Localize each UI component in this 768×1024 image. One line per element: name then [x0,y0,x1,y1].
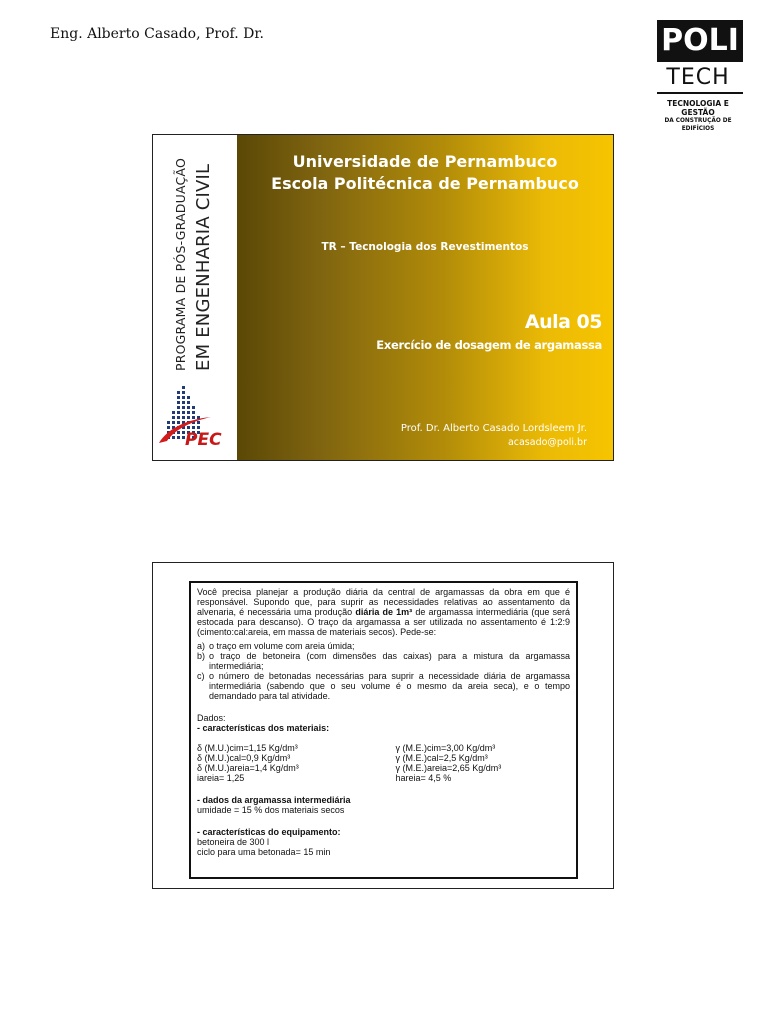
exercise-questions [197,641,570,701]
title-slide-main [237,135,613,460]
mortar-heading: - dados da argamassa intermediária [197,795,351,805]
material-properties [197,743,570,783]
sidebar-engineering-label: EM ENGENHARIA CIVIL [193,163,214,371]
property-line: γ (M.E.)cal=2,5 Kg/dm³ [395,753,488,763]
pec-logo-text: PEC [185,430,222,450]
professor-name: Prof. Dr. Alberto Casado Lordsleem Jr. [400,423,587,434]
property-line: γ (M.E.)areia=2,65 Kg/dm³ [395,763,502,773]
property-line: hareia= 4,5 % [395,773,452,783]
mixer-capacity: betoneira de 300 l [197,837,270,847]
sidebar-program-label: PROGRAMA DE PÓS-GRADUAÇÃO [173,158,188,371]
logo-divider [657,92,743,94]
specific-mass-column [372,743,571,783]
list-item: c) o número de betonadas necessárias para suprir a necessidade diária de argamassa intermediária (sabendo que o seu volume é o mesmo da areia seca), e o tempo demandado para tal atividade. [197,671,570,701]
data-label: Dados: [197,713,226,723]
politech-logo [652,20,744,133]
pec-logo-icon [153,379,237,459]
property-line: iareia= 1,25 [197,773,245,783]
property-line: γ (M.E.)cim=3,00 Kg/dm³ [395,743,496,753]
professor-email: acasado@poli.br [507,437,587,448]
mixing-cycle: ciclo para uma betonada= 15 min [197,847,331,857]
mortar-humidity: umidade = 15 % dos materiais secos [197,805,345,815]
exercise-box [189,581,578,879]
school-title: Escola Politécnica de Pernambuco [271,174,579,193]
logo-poli-text: POLI [657,20,743,62]
unit-mass-column [197,743,372,783]
slide-sidebar [153,135,237,460]
course-name: TR – Tecnologia dos Revestimentos [321,241,529,253]
lesson-topic: Exercício de dosagem de argamassa [376,338,602,352]
property-line: δ (M.U.)areia=1,4 Kg/dm³ [197,763,299,773]
materials-heading: - características dos materiais: [197,723,330,733]
university-title: Universidade de Pernambuco [292,152,558,171]
logo-tagline-2: DA CONSTRUÇÃO DE EDIFÍCIOS [664,118,732,132]
equipment-heading: - características do equipamento: [197,827,341,837]
property-line: δ (M.U.)cim=1,15 Kg/dm³ [197,743,298,753]
page-header-author: Eng. Alberto Casado, Prof. Dr. [50,26,264,42]
lesson-number: Aula 05 [524,311,602,333]
logo-tagline-1: TECNOLOGIA E GESTÃO [667,99,729,117]
list-item: b) o traço de betoneira (com dimensões das caixas) para a mistura da argamassa intermediária; [197,651,570,671]
exercise-intro: Você precisa planejar a produção diária da central de argamassas da obra em que é responsável. Supondo que, para suprir as necessidades relativas ao assentamento da alvenaria, é necessária uma produção diária de 1m³ de argamassa intermediária (que será estocada para descanso). O traço da argamassa a ser utilizada no assentamento é 1:2:9 (cimento:cal:areia, em massa de materiais secos). Pede-se: [197,587,570,637]
property-line: δ (M.U.)cal=0,9 Kg/dm³ [197,753,291,763]
logo-tech-text: TECH [666,65,730,90]
exercise-slide [152,562,614,889]
list-item: a) o traço em volume com areia úmida; [197,641,355,651]
title-slide [152,134,614,461]
